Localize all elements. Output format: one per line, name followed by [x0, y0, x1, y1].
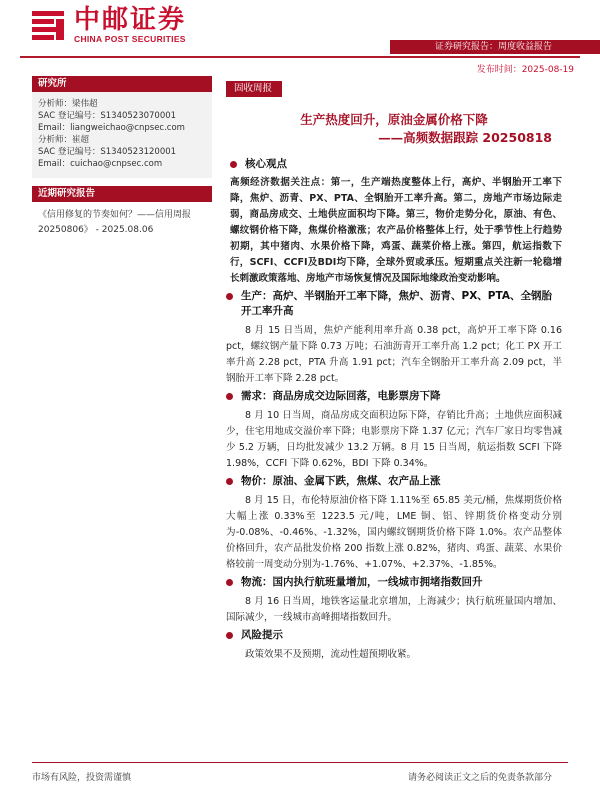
section-body: 8 月 10 日当周，商品房成交面积边际下降，存销比升高；土地供应面积减少，住宅用地成交溢价率下降；电影票房下降 1.37 亿元；汽车厂家日均零售减少 5.2 万辆，日均批发减少 13.2 万辆。8 月 15 日当周，航运指数 SCFI 下降 1.98%，CCFI 下降 0.62%，BDI 下降 0.34%。 — [226, 410, 562, 469]
section-heading: 核心观点 — [245, 158, 287, 170]
section-heading: 物价：原油、金属下跌，焦煤、农产品上涨 — [241, 475, 441, 487]
analyst-email[interactable]: Email：liangweichao@cnpsec.com — [38, 123, 185, 133]
footer-disclaimer-note: 请务必阅读正文之后的免责条款部分 — [407, 773, 552, 783]
company-logo — [28, 6, 186, 44]
bullet-icon — [226, 293, 233, 300]
section-heading: 生产：高炉、半钢胎开工率下降，焦炉、沥青、PX、PTA、全钢胎开工率升高 — [241, 290, 552, 317]
main-content — [226, 76, 562, 663]
logo-english-name: CHINA POST SECURITIES — [74, 34, 186, 44]
section-body: 8 月 15 日当周，焦炉产能利用率升高 0.38 pct，高炉开工率下降 0.16 pct，螺纹钢产量下降 0.73 万吨；石油沥青开工率升高 1.2 pct；化工 PX 开工率升高 2.28 pct，PTA 升高 1.91 pct；汽车全钢胎开工率升高 2.09 pct，半钢胎开工率下降 2.28 pct。 — [226, 325, 562, 384]
production-section — [226, 289, 562, 387]
recent-report-item[interactable]: 《信用修复的节奏如何？——信用周报 20250806》 - 2025.08.06 — [32, 202, 212, 243]
section-heading: 需求：商品房成交边际回落，电影票房下降 — [241, 390, 441, 402]
analyst-line: SAC 登记编号：S1340523120001 — [38, 147, 177, 157]
analyst-line: 分析师：崔超 — [38, 135, 90, 145]
section-body: 8 月 16 日当周，地铁客运量北京增加，上海减少；执行航班量国内增加、国际减少，一线城市高峰拥堵指数回升。 — [226, 596, 562, 623]
core-views-section — [226, 157, 562, 287]
report-type-banner: 证券研究报告：周度收益报告 — [390, 40, 600, 54]
publish-date: 发布时间：2025-08-19 — [476, 65, 574, 75]
sidebar — [32, 76, 212, 243]
logo-chinese-name: 中邮证券 — [74, 5, 187, 35]
bullet-icon — [230, 161, 237, 168]
logistics-section — [226, 575, 562, 626]
report-category-tag: 固收周报 — [226, 81, 282, 97]
footer-divider — [32, 762, 568, 763]
china-post-logo-icon — [28, 7, 68, 43]
section-body: 8 月 15 日，布伦特原油价格下降 1.11%至 65.85 美元/桶，焦煤期货价格大幅上涨 0.33%至 1223.5 元/吨，LME 铜、铝、锌期货价格变动分别为-0.08%、-0.46%、-1.32%，国内螺纹钢期货价格下降 1.0%。农产品整体价格回升，农产品批发价格 200 指数上涨 0.82%，猪肉、鸡蛋、蔬菜、水果价格较前一周变动分别为-1.76%、+1.07%、+2.37%、-1.85%。 — [226, 495, 562, 570]
analyst-line: SAC 登记编号：S1340523070001 — [38, 111, 177, 121]
bullet-icon — [226, 632, 233, 639]
research-institute-header: 研究所 — [32, 76, 212, 92]
risk-section — [226, 628, 562, 663]
analyst-line: 分析师：梁伟超 — [38, 99, 98, 109]
recent-reports-header: 近期研究报告 — [32, 186, 212, 202]
core-views-text: 高频经济数据关注点：第一，生产端热度整体上行，高炉、半钢胎开工率下降，焦炉、沥青、PX、PTA、全钢胎开工率升高。第二，房地产市场边际走弱，商品房成交、土地供应面积均下降。第三，物价走势分化，原油、有色、螺纹钢价格下降，焦煤价格激涨；农产品价格整体上行，处于季节性上行趋势初期，其中猪肉、水果价格下降，鸡蛋、蔬菜价格上涨。第四，航运指数下行，SCFI、CCFI及BDI均下降，全球外贸或承压。短期重点关注新一轮稳增长刺激政策落地、房地产市场恢复情况及国际地缘政治变动影响。 — [230, 177, 562, 284]
report-title: 生产热度回升，原油金属价格下降 — [300, 112, 488, 127]
footer-risk-note: 市场有风险，投资需谨慎 — [32, 773, 132, 783]
demand-section — [226, 389, 562, 472]
bullet-icon — [226, 393, 233, 400]
analyst-info — [32, 92, 212, 178]
report-subtitle: ——高频数据跟踪 20250818 — [378, 130, 552, 145]
bullet-icon — [226, 478, 233, 485]
section-heading: 物流：国内执行航班量增加，一线城市拥堵指数回升 — [241, 576, 483, 588]
section-body: 政策效果不及预期，流动性超预期收紧。 — [245, 649, 417, 660]
prices-section — [226, 474, 562, 573]
header-divider — [20, 56, 580, 58]
section-heading: 风险提示 — [241, 629, 283, 641]
bullet-icon — [226, 579, 233, 586]
analyst-email[interactable]: Email：cuichao@cnpsec.com — [38, 159, 163, 169]
